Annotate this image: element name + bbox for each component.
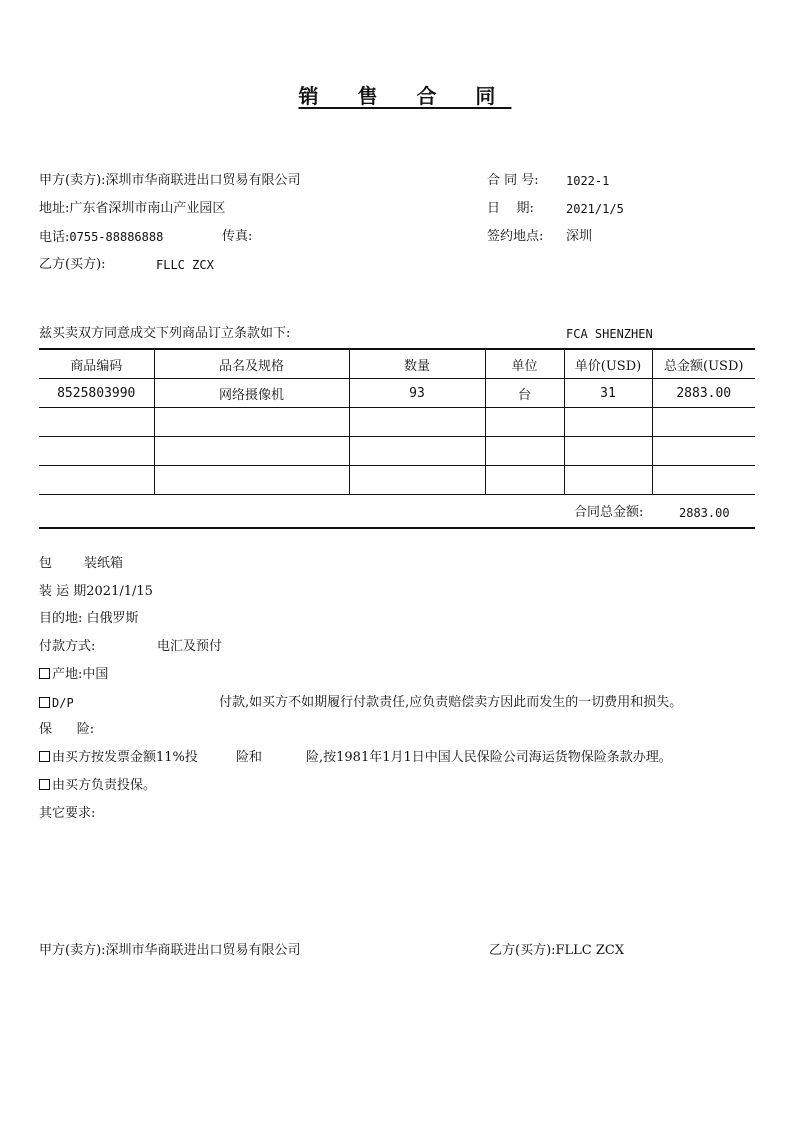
cell-unit (485, 437, 564, 466)
checkbox-dp[interactable] (39, 697, 50, 708)
insurance-label: 保 险: (39, 722, 95, 737)
shipment-line: 装 运 期2021/1/15 (39, 584, 153, 599)
table-row (39, 408, 755, 437)
table-row (39, 379, 755, 408)
cell-code: 8525803990 (39, 379, 154, 408)
contract-title-text: 销 售 合 同 (298, 84, 512, 108)
contract-title (0, 80, 794, 109)
cell-qty (349, 437, 485, 466)
cell-price (564, 437, 652, 466)
col-header-name: 品名及规格 (154, 349, 349, 379)
phone-value: 0755-88886888 (69, 230, 164, 244)
other-requirements: 其它要求: (39, 806, 96, 821)
trade-terms: FCA SHENZHEN (566, 327, 653, 341)
intro-text: 兹买卖双方同意成交下列商品订立条款如下: (39, 326, 291, 341)
col-header-code: 商品编码 (39, 349, 154, 379)
cell-unit (485, 466, 564, 495)
origin-text: 产地:中国 (52, 667, 109, 682)
seller-label: 甲方(卖方): (39, 173, 106, 188)
col-header-unit: 单位 (485, 349, 564, 379)
cell-name (154, 437, 349, 466)
cell-unit: 台 (485, 379, 564, 408)
cell-qty (349, 408, 485, 437)
cell-amount (652, 437, 755, 466)
date-value: 2021/1/5 (566, 202, 624, 216)
col-header-qty: 数量 (349, 349, 485, 379)
packing-value: 装纸箱 (84, 556, 124, 571)
cell-name: 网络摄像机 (154, 379, 349, 408)
checkbox-insurance-seller[interactable] (39, 751, 50, 762)
address-label: 地址: (39, 201, 70, 216)
cell-qty: 93 (349, 379, 485, 408)
place-label: 签约地点: (487, 229, 544, 244)
dp-label: D/P (52, 696, 74, 710)
seller-signature: 甲方(卖方):深圳市华商联进出口贸易有限公司 (39, 943, 301, 958)
origin-line (39, 667, 108, 683)
dp-line (39, 695, 74, 712)
fax-label: 传真: (222, 229, 253, 244)
cell-price (564, 466, 652, 495)
insurance-option-2 (39, 778, 156, 794)
total-value: 2883.00 (679, 506, 730, 520)
cell-amount: 2883.00 (652, 379, 755, 408)
buyer-signature: 乙方(买方):FLLC ZCX (489, 943, 625, 958)
cell-unit (485, 408, 564, 437)
destination-label: 目的地: (39, 611, 83, 626)
dp-text: 付款,如买方不如期履行付款责任,应负责赔偿卖方因此而发生的一切费用和损失。 (219, 695, 683, 710)
place-value: 深圳 (566, 229, 593, 244)
cell-code (39, 408, 154, 437)
cell-amount (652, 408, 755, 437)
payment-label: 付款方式: (39, 639, 96, 654)
cell-amount (652, 466, 755, 495)
total-label: 合同总金额: (574, 505, 644, 520)
buyer-name: FLLC ZCX (156, 258, 214, 272)
insurance-1-a: 由买方按发票金额11%投 (52, 750, 198, 765)
cell-name (154, 408, 349, 437)
destination-line (39, 611, 139, 627)
contract-no-value: 1022-1 (566, 174, 610, 188)
cell-name (154, 466, 349, 495)
col-header-amount: 总金额(USD) (652, 349, 755, 379)
col-header-price: 单价(USD) (564, 349, 652, 379)
goods-table (39, 348, 755, 495)
payment-value: 电汇及预付 (157, 639, 223, 654)
address-value: 广东省深圳市南山产业园区 (69, 201, 226, 216)
checkbox-insurance-buyer[interactable] (39, 779, 50, 790)
packing-label: 包 (39, 556, 53, 571)
cell-code (39, 466, 154, 495)
destination-value: 白俄罗斯 (86, 611, 139, 626)
buyer-label: 乙方(买方): (39, 257, 106, 272)
insurance-option-1 (39, 750, 198, 766)
cell-code (39, 437, 154, 466)
insurance-2-text: 由买方负责投保。 (52, 778, 157, 793)
checkbox-origin[interactable] (39, 668, 50, 679)
address-line (39, 201, 225, 217)
contract-no-label: 合 同 号: (487, 173, 539, 188)
cell-price (564, 408, 652, 437)
table-row (39, 437, 755, 466)
date-label: 日 期: (487, 201, 534, 216)
cell-price: 31 (564, 379, 652, 408)
insurance-1-b: 险和 (236, 750, 263, 765)
total-divider (39, 527, 755, 529)
table-row (39, 466, 755, 495)
table-header-row (39, 349, 755, 379)
insurance-1-c: 险,按1981年1月1日中国人民保险公司海运货物保险条款办理。 (306, 750, 672, 765)
phone-line (39, 229, 163, 246)
seller-line (39, 173, 301, 189)
phone-label: 电话: (39, 230, 70, 245)
seller-name: 深圳市华商联进出口贸易有限公司 (105, 173, 301, 188)
cell-qty (349, 466, 485, 495)
